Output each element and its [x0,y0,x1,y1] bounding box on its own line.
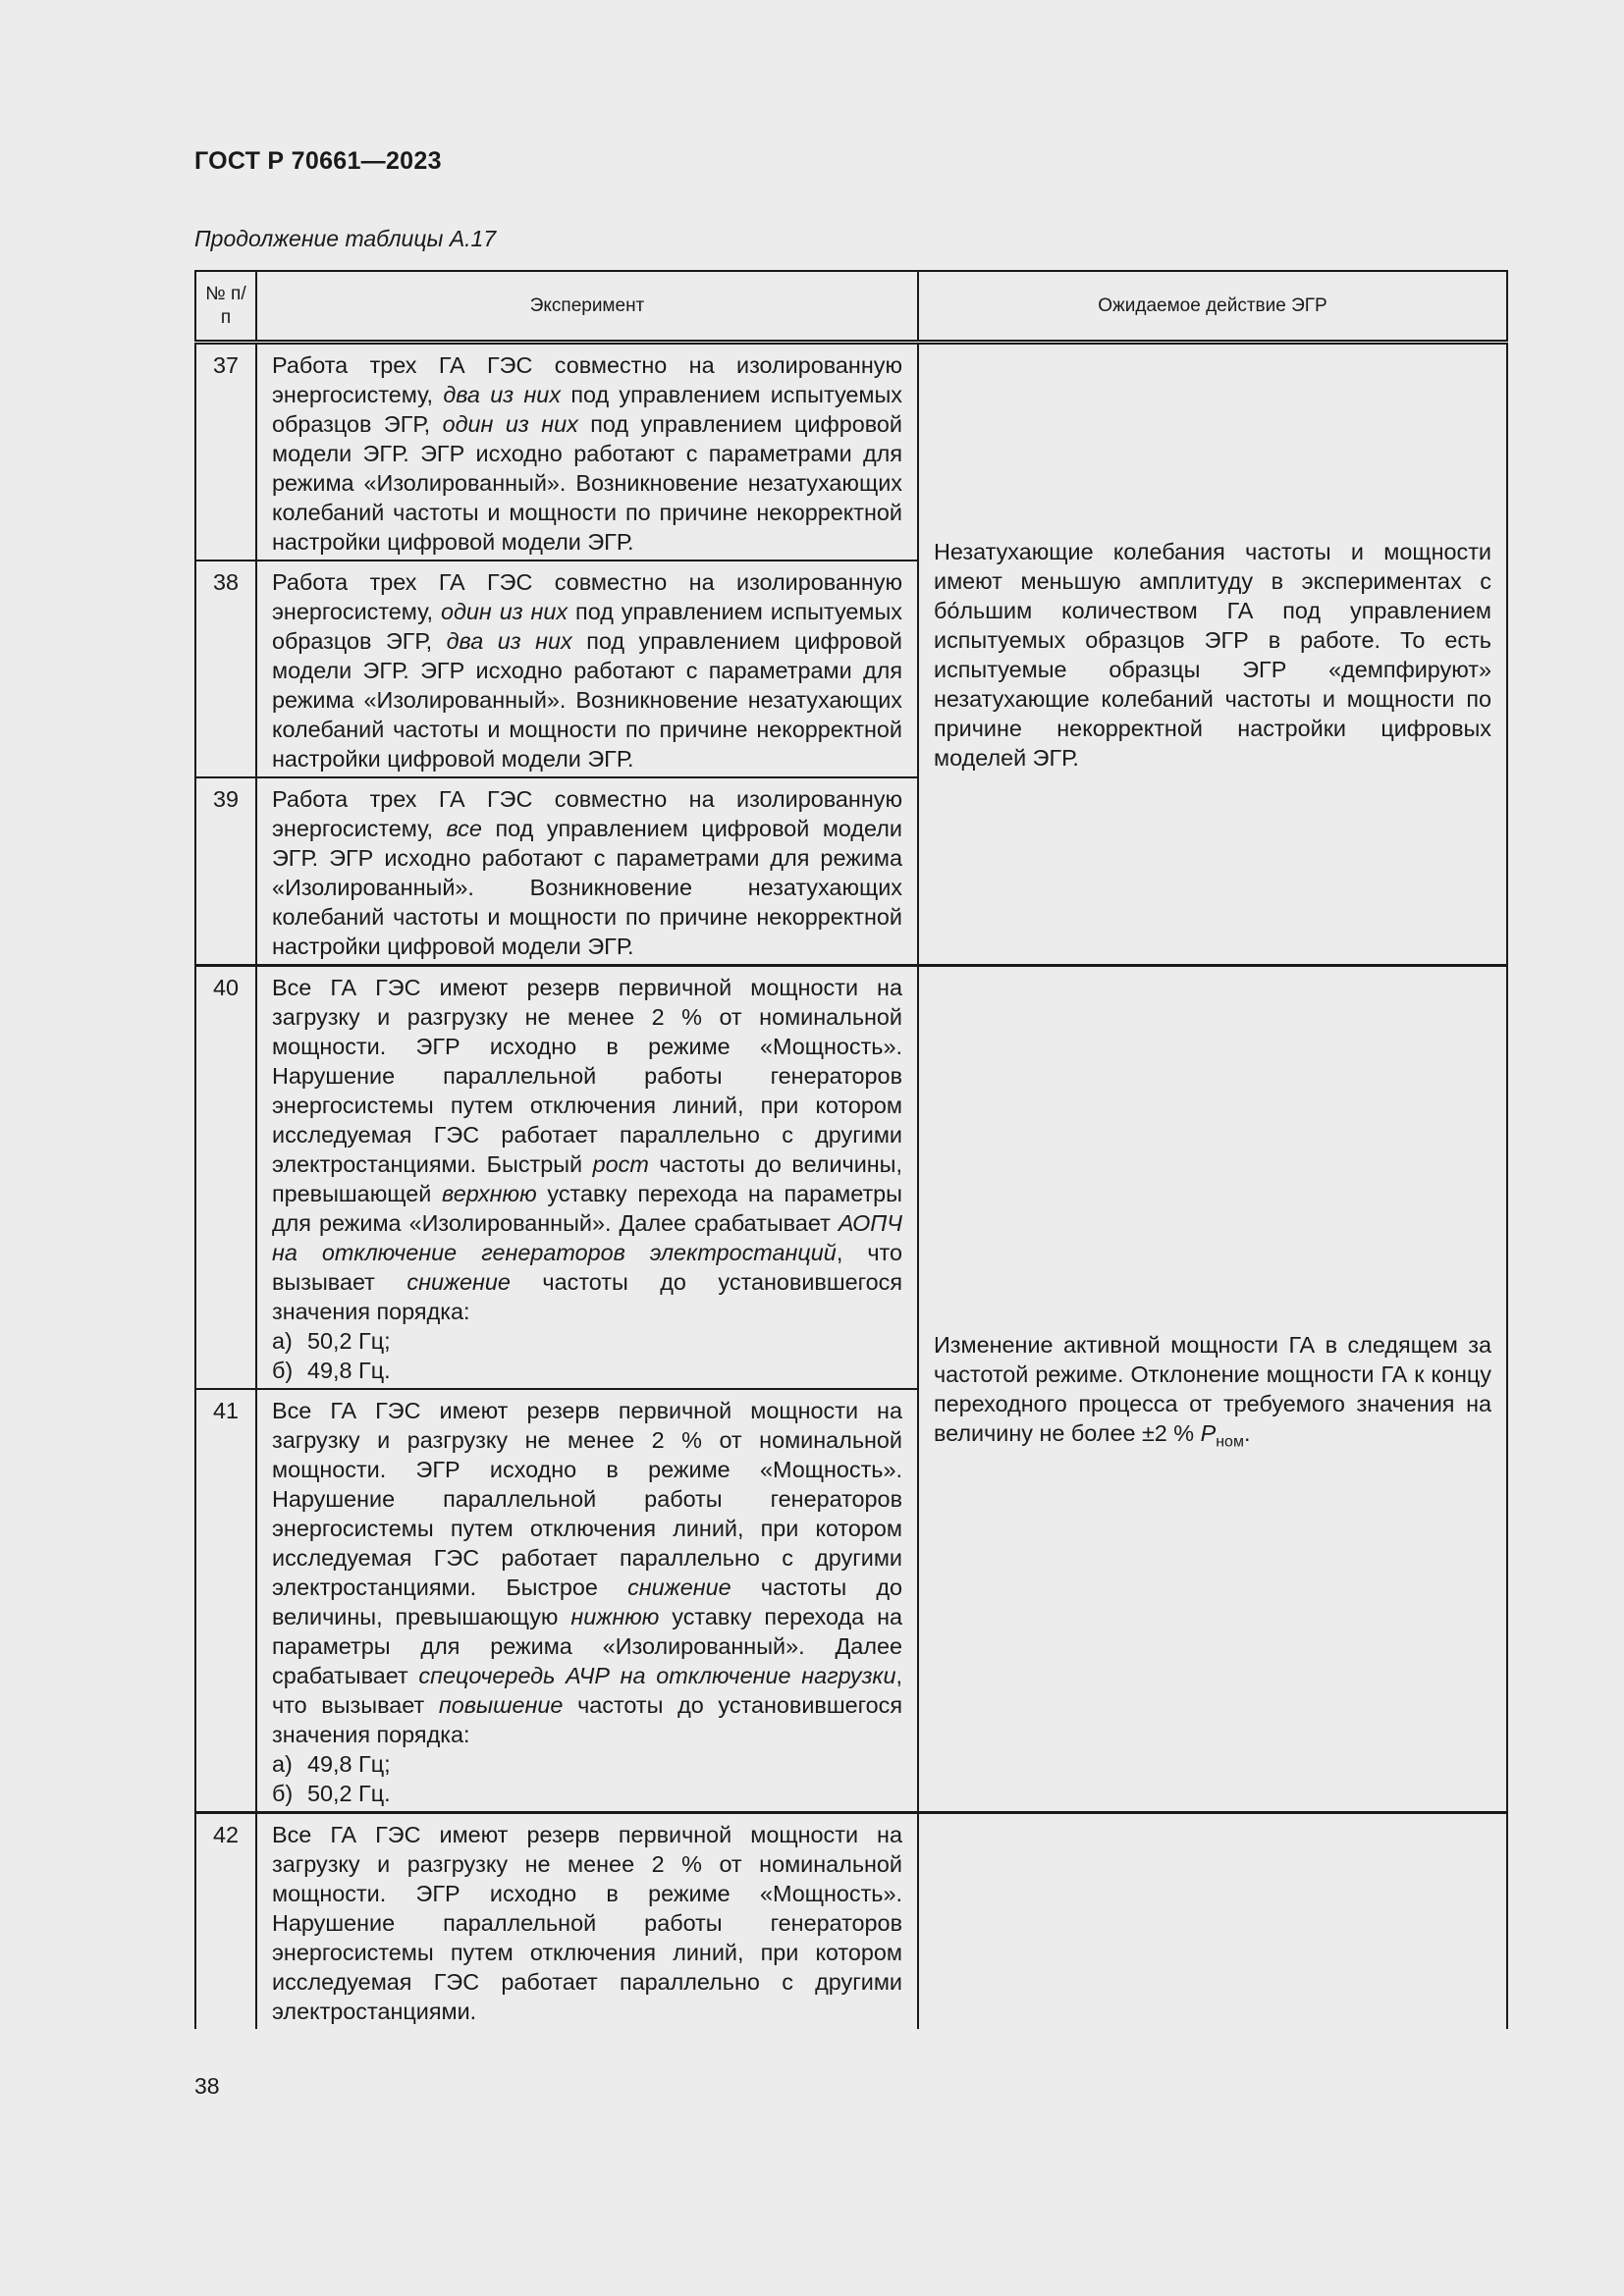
expected-action-cell [918,1813,1507,2030]
experiment-text: Все ГА ГЭС имеют резерв первичной мощности на загрузку и разгрузку не менее 2 % от номинальной мощности. ЭГР исходно в режиме «Мощность». Нарушение параллельной работы генераторов энергосистемы путем отключения линий, при котором исследуемая ГЭС работает параллельно с другими электростанциями. [272,1822,902,2024]
experiment-text: Работа трех ГА ГЭС совместно на изолированную энергосистему, [272,352,902,407]
experiment-cell [256,966,918,1390]
expected-action-cell [918,966,1507,1813]
list-letter: а) [272,1751,293,1777]
experiment-text: уставку перехода на параметры для режима «Изолированный». Далее срабатывает [272,1181,902,1236]
experiment-emphasis: верхнюю [442,1181,537,1206]
experiment-cell [256,777,918,966]
page-number: 38 [194,2073,220,2099]
expected-action-text-body: Изменение активной мощности ГА в следящем за частотой режиме. Отклонение мощности ГА к концу переходного процесса от требуемого значения на величину не более ±2 % [934,1332,1491,1446]
document-id: ГОСТ Р 70661—2023 [194,147,442,175]
table-row [195,343,1507,561]
experiment-emphasis: спецочередь АЧР на отключение нагрузки [418,1663,896,1688]
list-letter: а) [272,1328,293,1354]
experiment-text: Все ГА ГЭС имеют резерв первичной мощности на загрузку и разгрузку не менее 2 % от номинальной мощности. ЭГР исходно в режиме «Мощность». Нарушение параллельной работы генераторов энергосистемы путем отключения линий, при котором исследуемая ГЭС работает параллельно с другими электростанциями. Быстрый [272,975,902,1177]
experiment-text: под управлением испытуемых образцов ЭГР, [272,599,902,654]
table-caption: Продолжение таблицы А.17 [194,226,497,251]
list-value: 49,8 Гц. [307,1358,391,1383]
list-item [272,1326,902,1356]
expected-action-cell [918,343,1507,966]
experiment-cell [256,343,918,561]
table-row [195,1813,1507,2030]
row-number: 37 [195,343,256,561]
experiment-emphasis: нижнюю [570,1604,660,1629]
experiment-emphasis: один из них [440,599,568,624]
row-number: 41 [195,1389,256,1813]
experiment-text: под управлением цифровой модели ЭГР. ЭГР исходно работают с параметрами для режима «Изолированный». Возникновение незатухающих колебаний частоты и мощности по причине некорректной настройки цифровой модели ЭГР. [272,628,902,772]
row-number: 40 [195,966,256,1390]
experiment-cell [256,1389,918,1813]
list-item [272,1356,902,1385]
row-number: 39 [195,777,256,966]
expected-action-text [934,1330,1491,1451]
experiment-text: Работа трех ГА ГЭС совместно на изолированную энергосистему, [272,786,902,841]
list-letter: б) [272,1358,294,1383]
experiment-emphasis: АОПЧ на отключение генераторов электростанций [272,1210,902,1265]
experiment-emphasis: два из них [443,382,562,407]
experiment-cell [256,1813,918,2030]
experiment-text: уставку перехода на параметры для режима «Изолированный». Далее срабатывает [272,1604,902,1688]
experiment-text: Работа трех ГА ГЭС совместно на изолированную энергосистему, [272,569,902,624]
power-subscript: ном [1216,1433,1244,1451]
row-number: 42 [195,1813,256,2030]
column-header-number: № п/п [195,271,256,343]
experiment-text: под управлением цифровой модели ЭГР. ЭГР исходно работают с параметрами для режима «Изолированный». Возникновение незатухающих колебаний частоты и мощности по причине некорректной настройки цифровой модели ЭГР. [272,816,903,959]
experiment-text: под управлением цифровой модели ЭГР. ЭГР исходно работают с параметрами для режима «Изолированный». Возникновение незатухающих колебаний частоты и мощности по причине некорректной настройки цифровой модели ЭГР. [272,411,902,555]
experiment-text: , что вызывает [272,1240,902,1295]
experiment-text: Все ГА ГЭС имеют резерв первичной мощности на загрузку и разгрузку не менее 2 % от номинальной мощности. ЭГР исходно в режиме «Мощность». Нарушение параллельной работы генераторов энергосистемы путем отключения линий, при котором исследуемая ГЭС работает параллельно с другими электростанциями. Быстрое [272,1398,902,1600]
power-symbol: P [1200,1420,1217,1446]
experiment-emphasis: два из них [446,628,572,654]
experiment-emphasis: все [446,816,482,841]
list-value: 50,2 Гц. [307,1781,391,1806]
list-item [272,1779,902,1808]
experiment-text: частоты до величины, превышающей [272,1151,902,1206]
column-header-experiment: Эксперимент [256,271,918,343]
list-value: 50,2 Гц; [307,1328,391,1354]
list-letter: б) [272,1781,294,1806]
experiment-emphasis: один из них [442,411,578,437]
list-item [272,1749,902,1779]
experiment-emphasis: рост [592,1151,649,1177]
experiment-text: , что вызывает [272,1663,902,1718]
table-row [195,966,1507,1390]
experiment-cell [256,561,918,777]
column-header-expected-action: Ожидаемое действие ЭГР [918,271,1507,343]
row-number: 38 [195,561,256,777]
experiment-text: частоты до величины, превышающую [272,1575,902,1629]
expected-action-text: Незатухающие колебания частоты и мощности имеют меньшую амплитуду в экспериментах с бо́льшим количеством ГА под управлением испытуемых образцов ЭГР в работе. То есть испытуемые образцы ЭГР «демпфируют» незатухающие колебаний частоты и мощности по причине некорректной настройки цифровых моделей ЭГР. [934,538,1491,771]
experiment-emphasis: снижение [627,1575,731,1600]
expected-action-text-end: . [1243,1420,1251,1446]
tests-table [194,270,1508,2029]
table-header-row [195,271,1507,343]
experiment-emphasis: снижение [406,1269,511,1295]
experiment-text: под управлением испытуемых образцов ЭГР, [272,382,902,437]
experiment-text: частоты до установившегося значения порядка: [272,1692,902,1747]
list-value: 49,8 Гц; [307,1751,391,1777]
experiment-emphasis: повышение [438,1692,564,1718]
experiment-text: частоты до установившегося значения порядка: [272,1269,903,1324]
